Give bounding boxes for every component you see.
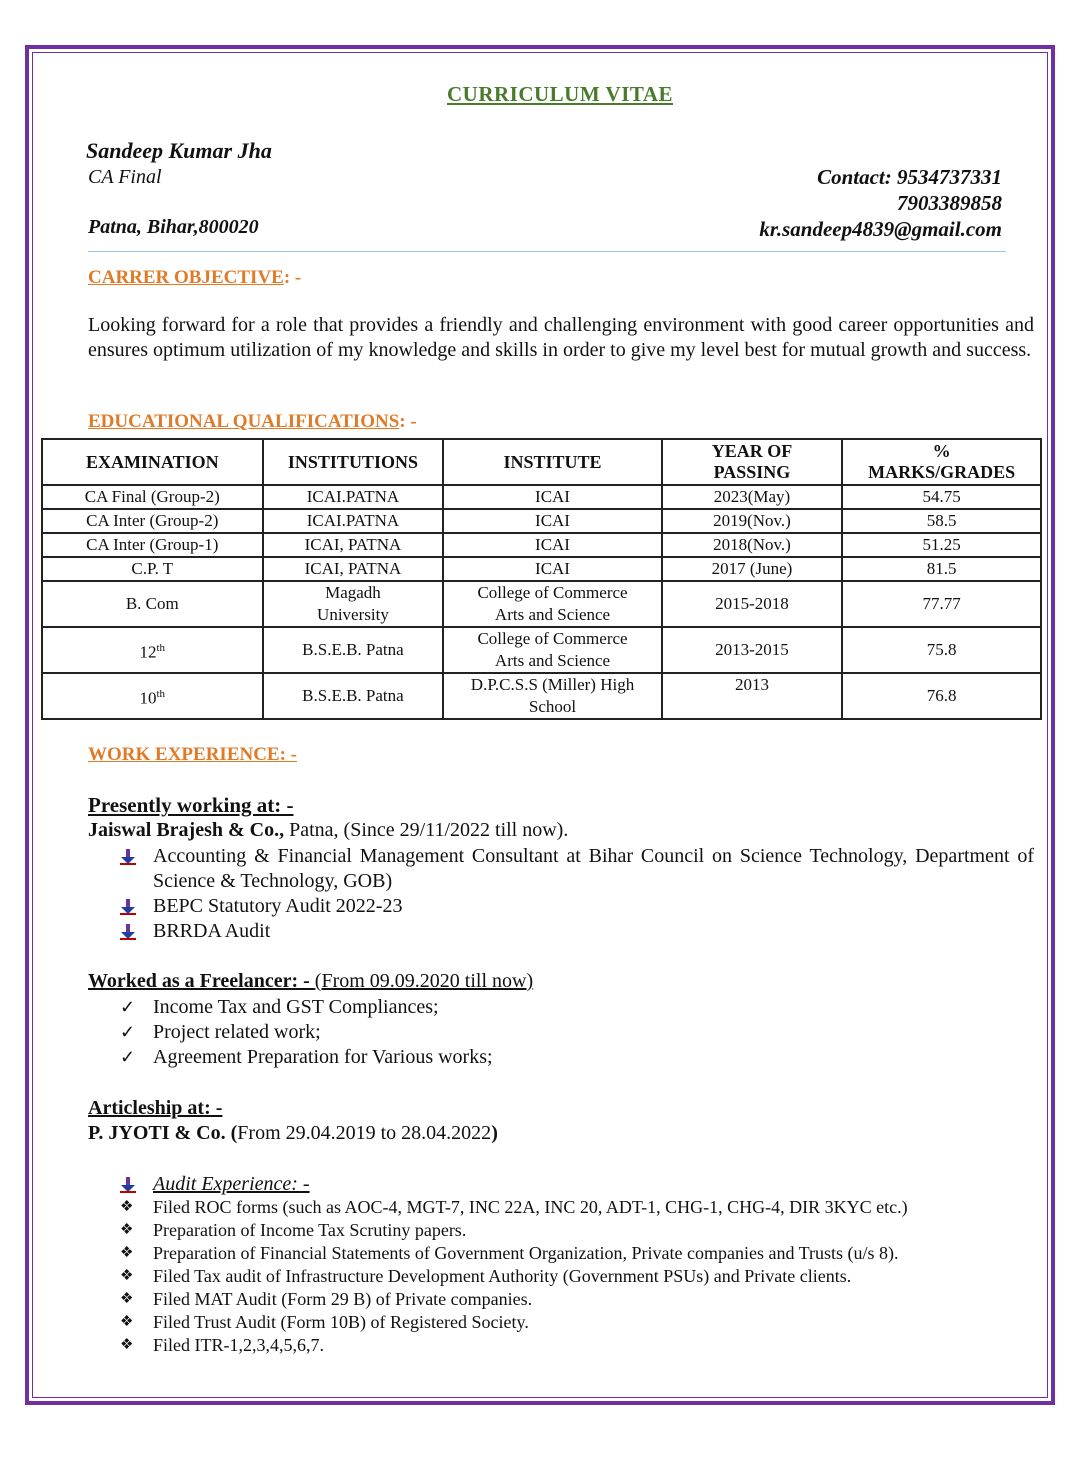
- col-examination: EXAMINATION: [42, 439, 263, 485]
- list-item: Accounting & Financial Management Consultant at Bihar Council on Science Technology, Department of Science & Technology, GOB): [88, 844, 1034, 894]
- check-icon: ✓: [120, 1047, 136, 1067]
- list-item: ❖ Filed ROC forms (such as AOC-4, MGT-7, INC 22A, INC 20, ADT-1, CHG-1, CHG-4, DIR 3KYC etc.): [120, 1197, 908, 1217]
- candidate-address: Patna, Bihar,800020: [88, 216, 259, 238]
- present-duties-list: [88, 844, 1034, 944]
- list-item: ❖ Filed MAT Audit (Form 29 B) of Private companies.: [120, 1289, 533, 1309]
- list-item: ❖ Preparation of Income Tax Scrutiny papers.: [120, 1220, 467, 1240]
- table-row: 10th B.S.E.B. Patna D.P.C.S.S (Miller) High School 2013 76.8: [42, 673, 1041, 719]
- col-institute: INSTITUTE: [443, 439, 661, 485]
- objective-text: Looking forward for a role that provides a friendly and challenging environment with good career opportunities and ensures optimum utilization of my knowledge and skills in order to give my level best for mutual growth and success.: [88, 314, 1034, 361]
- list-item: ❖ Preparation of Financial Statements of Government Organization, Private companies and Trusts (u/s 8).: [120, 1243, 899, 1263]
- list-item: ✓ Project related work;: [120, 1021, 321, 1043]
- col-year-of-passing: YEAR OF PASSING: [662, 439, 843, 485]
- diamond-bullet-icon: ❖: [120, 1245, 134, 1261]
- table-row: CA Inter (Group-1) ICAI, PATNA ICAI 2018(Nov.) 51.25: [42, 533, 1041, 557]
- table-row: 12th B.S.E.B. Patna College of Commerce Arts and Science 2013-2015 75.8: [42, 627, 1041, 673]
- col-institutions: INSTITUTIONS: [263, 439, 444, 485]
- present-firm: Jaiswal Brajesh & Co., Patna, (Since 29/11/2022 till now).: [88, 819, 569, 841]
- candidate-designation: CA Final: [88, 166, 162, 188]
- diamond-bullet-icon: ❖: [120, 1222, 134, 1238]
- contact-phone-2: 7903389858: [897, 191, 1002, 215]
- education-heading: EDUCATIONAL QUALIFICATIONS: -: [88, 411, 417, 432]
- diamond-bullet-icon: ❖: [120, 1291, 134, 1307]
- audit-experience-heading-row: [88, 1172, 1034, 1197]
- freelance-heading: Worked as a Freelancer: - (From 09.09.2020 till now): [88, 970, 534, 992]
- articleship-heading: Articleship at: -: [88, 1097, 223, 1119]
- audit-list: [88, 1196, 1034, 1357]
- col-marks: % MARKS/GRADES: [842, 439, 1041, 485]
- table-row: CA Final (Group-2) ICAI.PATNA ICAI 2023(May) 54.75: [42, 485, 1041, 509]
- candidate-name: Sandeep Kumar Jha: [86, 138, 272, 163]
- list-item: BRRDA Audit: [88, 919, 1034, 944]
- diamond-bullet-icon: ❖: [120, 1314, 134, 1330]
- list-item: BEPC Statutory Audit 2022-23: [88, 894, 1034, 919]
- contact-phone-1: Contact: 9534737331: [817, 165, 1002, 189]
- list-item: ❖ Filed Tax audit of Infrastructure Development Authority (Government PSUs) and Private clients.: [120, 1266, 852, 1286]
- table-row: C.P. T ICAI, PATNA ICAI 2017 (June) 81.5: [42, 557, 1041, 581]
- work-heading: WORK EXPERIENCE: -: [88, 744, 298, 765]
- document-title: CURRICULUM VITAE: [447, 82, 673, 106]
- articleship-firm: P. JYOTI & Co. (From 29.04.2019 to 28.04.2022): [88, 1122, 498, 1144]
- list-item: ✓ Income Tax and GST Compliances;: [120, 996, 439, 1018]
- table-row: CA Inter (Group-2) ICAI.PATNA ICAI 2019(Nov.) 58.5: [42, 509, 1041, 533]
- down-arrow-bullet-icon: [120, 849, 136, 865]
- contact-email: kr.sandeep4839@gmail.com: [759, 217, 1002, 241]
- audit-heading: Audit Experience: -: [88, 1172, 1034, 1197]
- down-arrow-bullet-icon: [120, 924, 136, 940]
- header-divider: [88, 251, 1006, 252]
- contact-block: [759, 164, 1002, 242]
- down-arrow-bullet-icon: [120, 1177, 136, 1193]
- check-icon: ✓: [120, 997, 136, 1017]
- list-item: ❖ Filed ITR-1,2,3,4,5,6,7.: [120, 1335, 324, 1355]
- objective-heading: CARRER OBJECTIVE: -: [88, 267, 302, 288]
- down-arrow-bullet-icon: [120, 899, 136, 915]
- check-icon: ✓: [120, 1022, 136, 1042]
- diamond-bullet-icon: ❖: [120, 1337, 134, 1353]
- education-table: [41, 438, 1042, 720]
- table-header-row: [42, 439, 1041, 485]
- diamond-bullet-icon: ❖: [120, 1199, 134, 1215]
- list-item: ❖ Filed Trust Audit (Form 10B) of Registered Society.: [120, 1312, 529, 1332]
- present-heading: Presently working at: -: [88, 793, 294, 817]
- freelance-list: [88, 995, 1034, 1070]
- diamond-bullet-icon: ❖: [120, 1268, 134, 1284]
- list-item: ✓ Agreement Preparation for Various works;: [120, 1046, 493, 1068]
- table-row: B. Com Magadh University College of Commerce Arts and Science 2015-2018 77.77: [42, 581, 1041, 627]
